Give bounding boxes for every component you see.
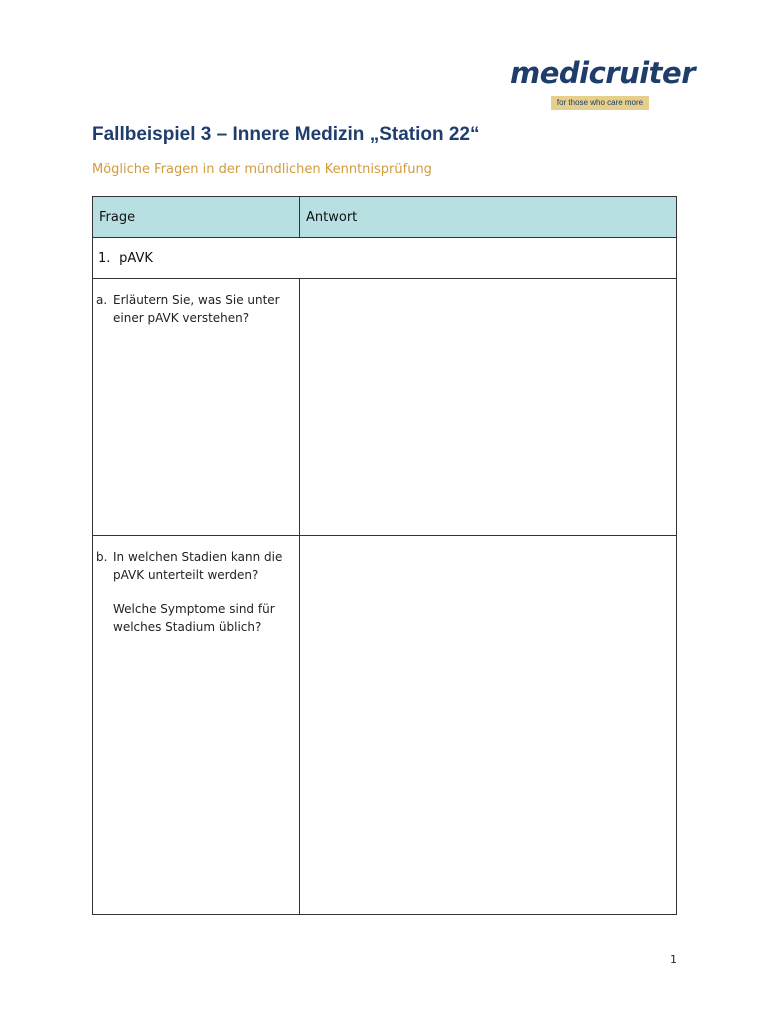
question-text: In welchen Stadien kann die pAVK unterteilt werden? [113, 550, 283, 582]
medicruiter-logo [510, 56, 695, 110]
header-frage: Frage [93, 197, 300, 238]
header-antwort: Antwort [300, 197, 677, 238]
table-row [93, 536, 677, 915]
question-text: Welche Symptome sind für welches Stadium üblich? [113, 602, 275, 634]
logo-wordmark: medicruiter [510, 56, 695, 90]
document-subtitle: Mögliche Fragen in der mündlichen Kenntnisprüfung [92, 162, 432, 177]
section-heading [93, 238, 677, 279]
table-header-row [93, 197, 677, 238]
question-letter: a. [96, 293, 108, 307]
page-number: 1 [670, 953, 677, 966]
question-letter: b. [96, 550, 108, 564]
section-label: pAVK [119, 250, 153, 266]
document-title: Fallbeispiel 3 – Innere Medizin „Station 22“ [92, 124, 480, 145]
table-row [93, 279, 677, 536]
question-cell-a [93, 279, 300, 536]
question-cell-b [93, 536, 300, 915]
logo-tagline: for those who care more [551, 96, 649, 110]
question-answer-table [92, 196, 677, 915]
answer-cell-a[interactable] [300, 279, 677, 536]
question-text: Erläutern Sie, was Sie unter einer pAVK verstehen? [113, 293, 280, 325]
section-row [93, 238, 677, 279]
section-number: 1. [98, 250, 111, 266]
answer-cell-b[interactable] [300, 536, 677, 915]
